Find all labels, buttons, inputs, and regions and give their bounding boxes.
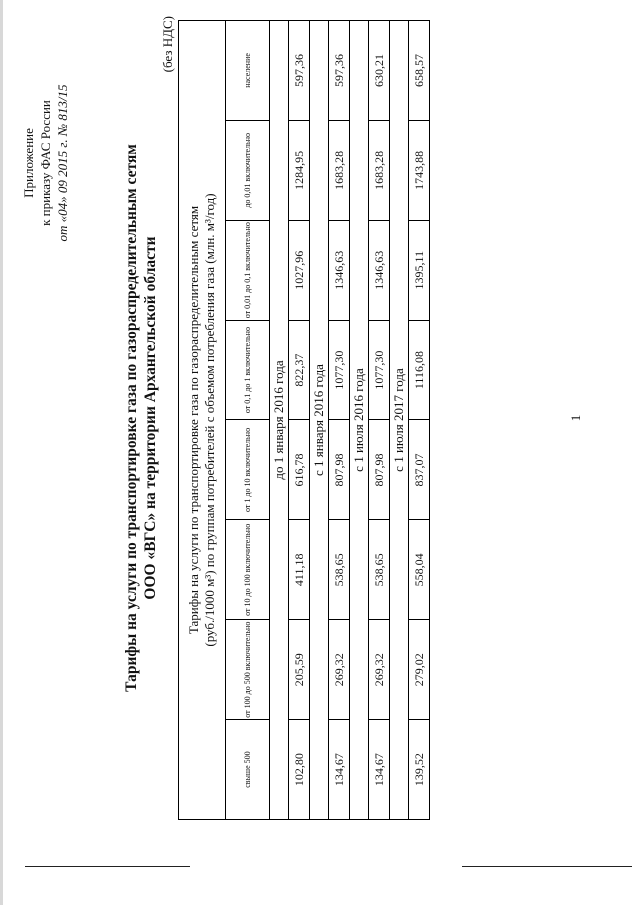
table-cell: 1116,08 — [409, 320, 430, 420]
column-header: от 0,01 до 0,1 включительно — [226, 220, 270, 320]
table-row — [329, 21, 350, 820]
column-header: население — [226, 21, 270, 121]
table-cell: 1077,30 — [329, 320, 350, 420]
table-row — [409, 21, 430, 820]
table-cell: 134,67 — [369, 720, 390, 820]
table-cell: 1027,96 — [289, 220, 310, 320]
table-cell: 1683,28 — [369, 120, 390, 220]
table-cell: 269,32 — [329, 620, 350, 720]
table-cell: 538,65 — [329, 520, 350, 620]
table-cell: 139,52 — [409, 720, 430, 820]
document-title — [122, 8, 160, 828]
table-cell: 558,04 — [409, 520, 430, 620]
appendix-block — [20, 28, 71, 298]
table-cell: 538,65 — [369, 520, 390, 620]
table-cell: 807,98 — [369, 420, 390, 520]
column-header: от 100 до 500 включительно — [226, 620, 270, 720]
rotated-page-content — [20, 8, 583, 828]
tariff-table — [178, 20, 430, 820]
table-cell: 616,78 — [289, 420, 310, 520]
title-line1: Тарифы на услуги по транспортировке газа по газораспределительным сетям — [123, 144, 140, 692]
table-cell: 658,57 — [409, 21, 430, 121]
table-cell: 279,02 — [409, 620, 430, 720]
column-header: свыше 500 — [226, 720, 270, 820]
appendix-date: от «04» 09 2015 г. № 813/15 — [55, 84, 70, 242]
table-cell: 269,32 — [369, 620, 390, 720]
column-header: от 10 до 100 включительно — [226, 520, 270, 620]
table-cell: 205,59 — [289, 620, 310, 720]
section-label: с 1 июля 2017 года — [390, 21, 409, 820]
table-header-line2: (руб./1000 м³) по группам потребителей с объемом потребления газа (млн. м³/год) — [202, 193, 217, 647]
bottom-rule-left — [25, 866, 190, 867]
page-number: 1 — [568, 414, 583, 422]
table-cell: 1346,63 — [369, 220, 390, 320]
table-header-line1: Тарифы на услуги по транспортировке газа по газораспределительным сетям — [186, 205, 201, 635]
table-cell: 807,98 — [329, 420, 350, 520]
table-cell: 630,21 — [369, 21, 390, 121]
section-label: с 1 июля 2016 года — [350, 21, 369, 820]
table-row — [369, 21, 390, 820]
table-row — [289, 21, 310, 820]
table-cell: 1284,95 — [289, 120, 310, 220]
table-cell: 102,80 — [289, 720, 310, 820]
table-cell: 1077,30 — [369, 320, 390, 420]
table-cell: 1395,11 — [409, 220, 430, 320]
bottom-rule-right — [462, 866, 632, 867]
table-cell: 1743,88 — [409, 120, 430, 220]
title-line2: ООО «ВГС» на территории Архангельской области — [142, 236, 159, 600]
table-cell: 822,37 — [289, 320, 310, 420]
appendix-line2: к приказу ФАС России — [38, 100, 53, 226]
table-main-header — [179, 21, 226, 820]
table-cell: 411,18 — [289, 520, 310, 620]
section-label: до 1 января 2016 года — [270, 21, 289, 820]
appendix-line1: Приложение — [21, 128, 36, 198]
column-header: от 0,1 до 1 включительно — [226, 320, 270, 420]
section-label: с 1 января 2016 года — [310, 21, 329, 820]
table-cell: 134,67 — [329, 720, 350, 820]
table-cell: 597,36 — [289, 21, 310, 121]
table-cell: 1683,28 — [329, 120, 350, 220]
table-cell: 597,36 — [329, 21, 350, 121]
column-header: до 0,01 включительно — [226, 120, 270, 220]
table-cell: 1346,63 — [329, 220, 350, 320]
column-header: от 1 до 10 включительно — [226, 420, 270, 520]
vat-note: (без НДС) — [160, 16, 175, 73]
table-cell: 837,07 — [409, 420, 430, 520]
page-edge — [0, 0, 3, 905]
